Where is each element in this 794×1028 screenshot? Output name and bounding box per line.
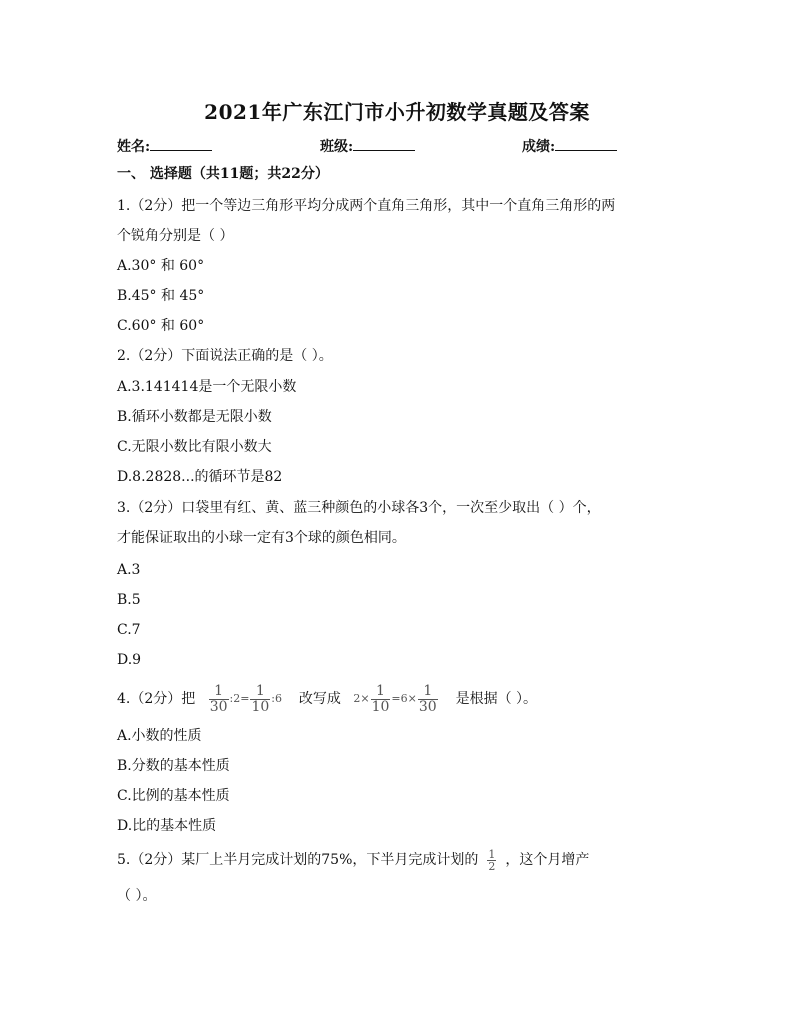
question-2-option-b[interactable]: B.循环小数都是无限小数 <box>117 409 272 425</box>
class-field <box>320 136 415 156</box>
question-4-middle: 改写成 <box>298 691 341 707</box>
class-blank[interactable] <box>353 138 415 151</box>
question-4-stem <box>117 680 537 718</box>
question-4-option-b[interactable]: B.分数的基本性质 <box>117 758 230 774</box>
ratio-op-1: :2= <box>229 692 250 705</box>
question-1-option-b[interactable]: B.45° 和 45° <box>117 288 205 304</box>
question-4-option-a[interactable]: A.小数的性质 <box>117 728 202 744</box>
fraction-1-2: $\frac{1}{2}$ <box>488 847 496 873</box>
name-label: 姓名: <box>117 139 151 155</box>
question-3-stem-line1: 3.（2分）口袋里有红、黄、蓝三种颜色的小球各3个，一次至少取出（ ）个， <box>117 500 601 516</box>
fraction-1-10-b: $\frac{1}{10}$ <box>371 682 390 715</box>
question-1-option-a[interactable]: A.30° 和 60° <box>117 258 205 274</box>
question-5-suffix: ，这个月增产 <box>505 852 590 868</box>
question-4-option-c[interactable]: C.比例的基本性质 <box>117 788 230 804</box>
question-5-stem-line1 <box>117 842 589 878</box>
product-lead: 2× <box>353 692 370 705</box>
question-4-prefix: 4.（2分）把 <box>117 691 196 707</box>
question-2-option-a[interactable]: A.3.141414是一个无限小数 <box>117 379 297 395</box>
question-1-stem-line2: 个锐角分别是（ ） <box>117 228 234 244</box>
fraction-1-10: $\frac{1}{10}$ <box>251 682 270 715</box>
product-op: =6× <box>391 692 417 705</box>
question-4-suffix: 是根据（ ）。 <box>455 691 538 707</box>
question-3-option-b[interactable]: B.5 <box>117 592 141 608</box>
name-field <box>117 136 212 156</box>
ratio-op-2: :6 <box>271 692 283 705</box>
question-5-prefix: 5.（2分）某厂上半月完成计划的75%，下半月完成计划的 <box>117 852 479 868</box>
score-blank[interactable] <box>555 138 617 151</box>
question-4-option-d[interactable]: D.比的基本性质 <box>117 818 217 834</box>
name-blank[interactable] <box>150 138 212 151</box>
score-field <box>522 136 617 156</box>
section-heading: 一、 选择题（共11题；共22分） <box>117 166 329 182</box>
question-2-option-c[interactable]: C.无限小数比有限小数大 <box>117 439 272 455</box>
question-3-option-a[interactable]: A.3 <box>117 562 141 578</box>
question-1-stem-line1: 1.（2分）把一个等边三角形平均分成两个直角三角形，其中一个直角三角形的两 <box>117 198 616 214</box>
score-label: 成绩: <box>522 139 556 155</box>
question-3-option-d[interactable]: D.9 <box>117 652 142 668</box>
class-label: 班级: <box>320 139 354 155</box>
question-3-stem-line2: 才能保证取出的小球一定有3个球的颜色相同。 <box>117 530 406 546</box>
question-2-stem: 2.（2分）下面说法正确的是（ ）。 <box>117 348 333 364</box>
page-title: 2021年广东江门市小升初数学真题及答案 <box>204 100 590 124</box>
question-2-option-d[interactable]: D.8.2828...的循环节是82 <box>117 469 283 485</box>
fraction-1-30-b: $\frac{1}{30}$ <box>418 682 437 715</box>
question-1-option-c[interactable]: C.60° 和 60° <box>117 318 205 334</box>
question-3-option-c[interactable]: C.7 <box>117 622 141 638</box>
fraction-1-30: $\frac{1}{30}$ <box>209 682 228 715</box>
question-5-stem-line2: （ ）。 <box>117 888 157 904</box>
